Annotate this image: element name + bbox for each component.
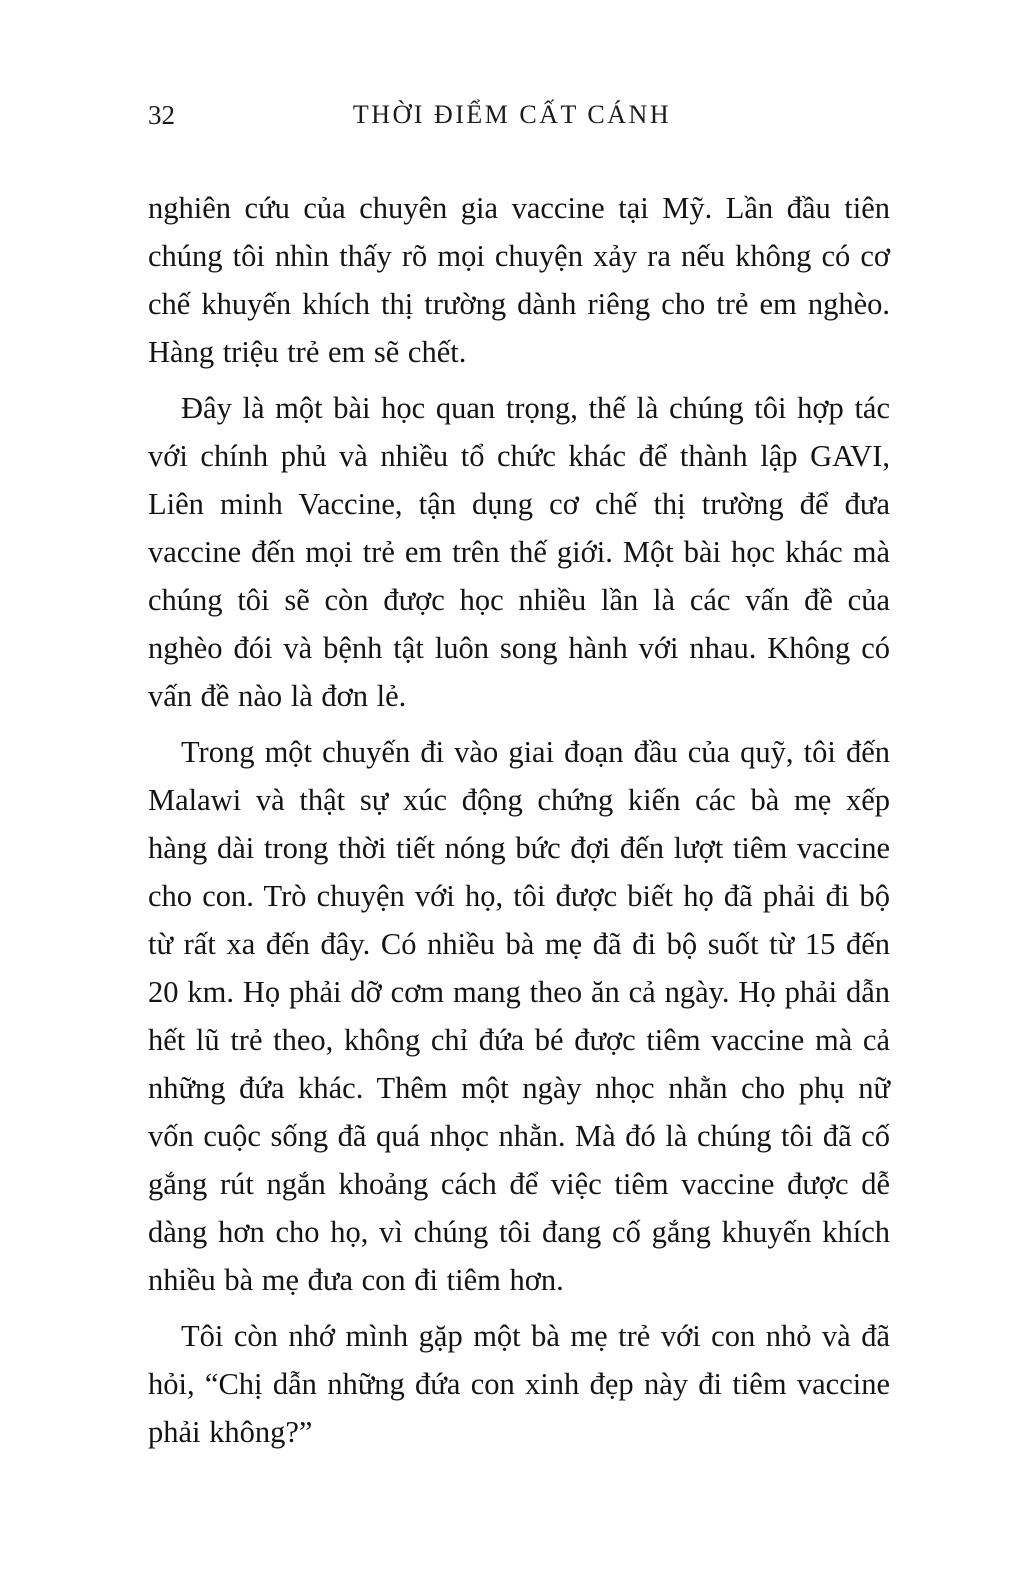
body-text (148, 184, 890, 1456)
page-number: 32 (148, 100, 175, 130)
paragraph: Trong một chuyến đi vào giai đoạn đầu của quỹ, tôi đến Malawi và thật sự xúc động chứng kiến các bà mẹ xếp hàng dài trong thời tiết nóng bức đợi đến lượt tiêm vaccine cho con. Trò chuyện với họ, tôi được biết họ đã phải đi bộ từ rất xa đến đây. Có nhiều bà mẹ đã đi bộ suốt từ 15 đến 20 km. Họ phải dỡ cơm mang theo ăn cả ngày. Họ phải dẫn hết lũ trẻ theo, không chỉ đứa bé được tiêm vaccine mà cả những đứa khác. Thêm một ngày nhọc nhằn cho phụ nữ vốn cuộc sống đã quá nhọc nhằn. Mà đó là chúng tôi đã cố gắng rút ngắn khoảng cách để việc tiêm vaccine được dễ dàng hơn cho họ, vì chúng tôi đang cố gắng khuyến khích nhiều bà mẹ đưa con đi tiêm hơn. (148, 735, 890, 1297)
paragraph: Tôi còn nhớ mình gặp một bà mẹ trẻ với con nhỏ và đã hỏi, “Chị dẫn những đứa con xinh đẹp này đi tiêm vaccine phải không?” (148, 1319, 890, 1449)
running-head (0, 98, 1024, 132)
running-header-title: THỜI ĐIỂM CẤT CÁNH (352, 100, 672, 129)
paragraph: Đây là một bài học quan trọng, thế là chúng tôi hợp tác với chính phủ và nhiều tổ chức khác để thành lập GAVI, Liên minh Vaccine, tận dụng cơ chế thị trường để đưa vaccine đến mọi trẻ em trên thế giới. Một bài học khác mà chúng tôi sẽ còn được học nhiều lần là các vấn đề của nghèo đói và bệnh tật luôn song hành với nhau. Không có vấn đề nào là đơn lẻ. (148, 391, 890, 713)
paragraph: nghiên cứu của chuyên gia vaccine tại Mỹ. Lần đầu tiên chúng tôi nhìn thấy rõ mọi chuyện xảy ra nếu không có cơ chế khuyến khích thị trường dành riêng cho trẻ em nghèo. Hàng triệu trẻ em sẽ chết. (148, 191, 890, 369)
